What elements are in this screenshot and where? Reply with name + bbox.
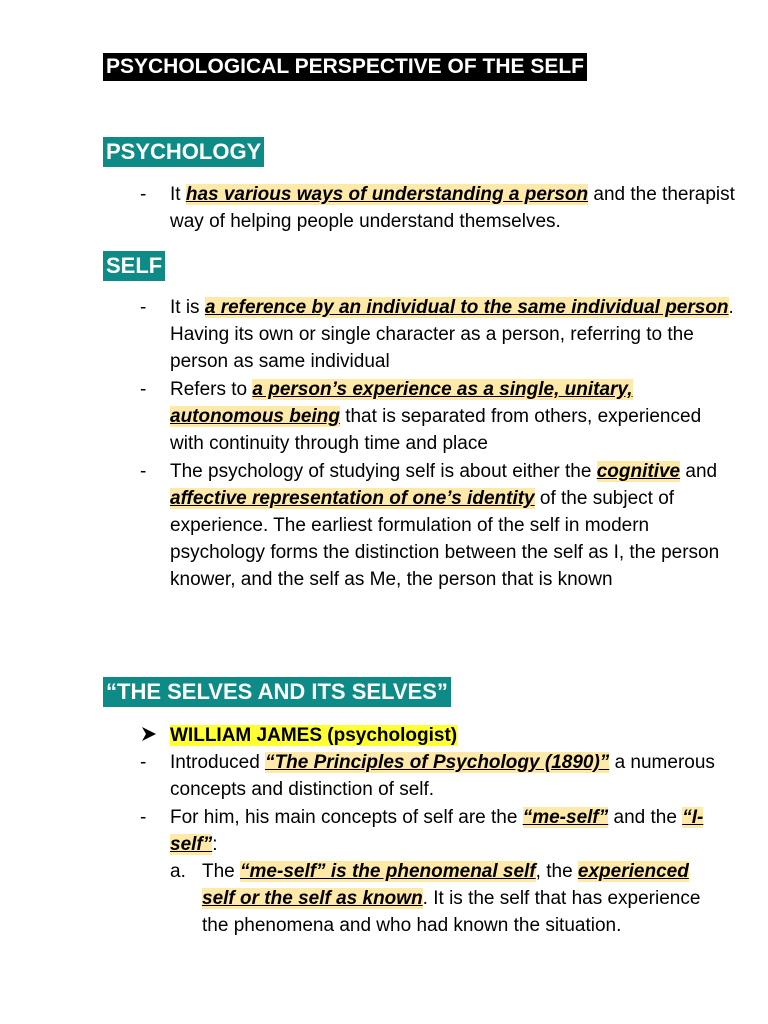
dash-marker: - [140,297,147,318]
highlight: experienced self or the self as known [202,861,689,909]
page-title: PSYCHOLOGICAL PERSPECTIVE OF THE SELF [103,53,587,81]
highlight: affective representation of one’s identity [170,488,535,509]
dash-marker: - [140,752,147,773]
highlight: “I-self” [170,807,704,855]
bullet-text: Introduced “The Principles of Psychology (1890)” a numerous concepts and distinction of self. [170,752,715,800]
highlight: “me-self” is the phenomenal self [240,861,536,882]
arrow-bullet-icon [140,724,158,751]
dash-marker: - [140,379,147,400]
heading-selves: “THE SELVES AND ITS SELVES” [103,677,451,707]
bullet-text: It is a reference by an individual to the same individual person. Having its own or single character as a person, referring to the person as same individual [170,297,734,372]
bullet-text: For him, his main concepts of self are the “me-self” and the “I-self”: [170,807,704,855]
list-marker: a. [170,861,186,882]
highlight: “The Principles of Psychology (1890)” [265,752,610,773]
highlight: cognitive [596,461,681,482]
bullet-text: Refers to a person’s experience as a single, unitary, autonomous being that is separated from others, experienced with continuity through time and place [170,379,702,454]
bullet-text: It has various ways of understanding a person and the therapist way of helping people understand themselves. [170,184,735,232]
bullet-text: The “me-self” is the phenomenal self, the experienced self or the self as known. It is the self that has experience the phenomena and who had known the situation. [202,861,701,936]
highlight: “me-self” [522,807,609,828]
highlight: has various ways of understanding a person [185,184,589,205]
dash-marker: - [140,461,147,482]
heading-psychology: PSYCHOLOGY [103,137,264,167]
bullet-text: The psychology of studying self is about either the cognitive and affective representation of one’s identity of the subject of experience. The earliest formulation of the self in modern psychology forms the distinction between the self as I, the person knower, and the self as Me, the person that is known [170,461,720,590]
heading-self: SELF [103,251,165,281]
dash-marker: - [140,807,147,828]
bullet-text [170,722,740,749]
highlight: WILLIAM JAMES (psychologist) [170,725,458,746]
dash-marker: - [140,184,147,205]
highlight: a reference by an individual to the same individual person [204,297,729,318]
highlight: a person’s experience as a single, unitary, autonomous being [170,379,633,427]
